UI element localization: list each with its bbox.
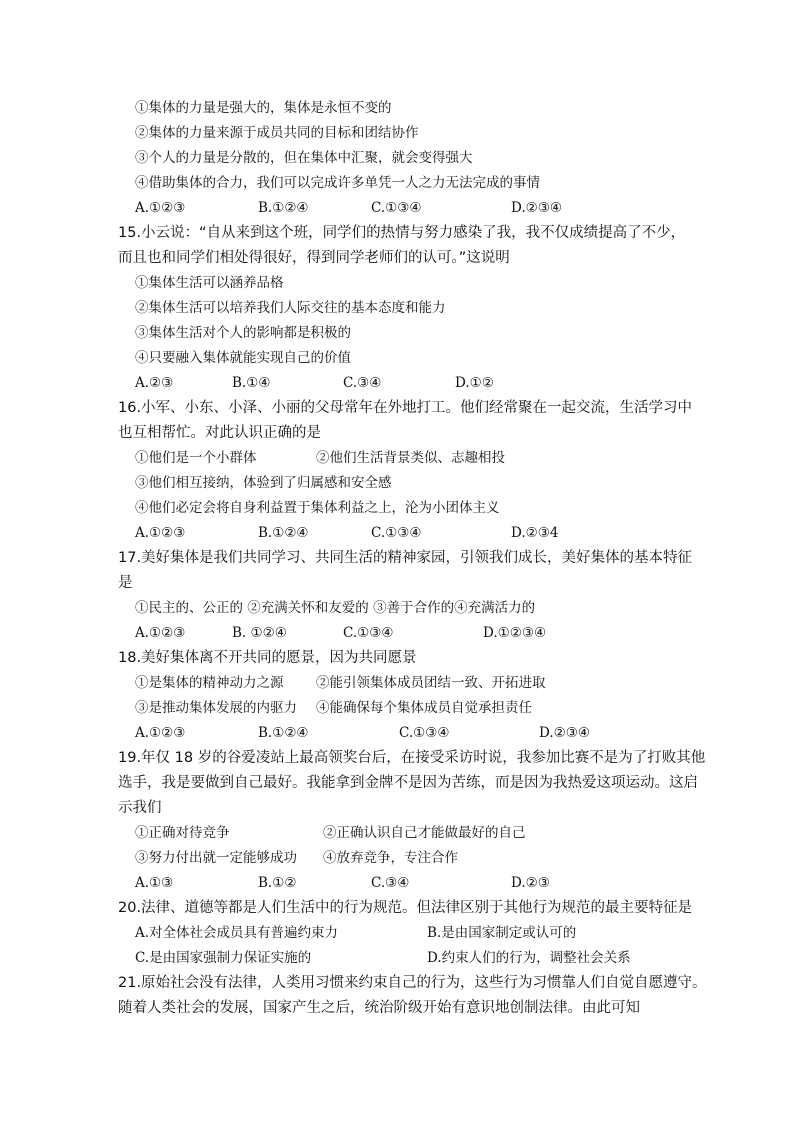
- q18-statement-1: ①是集体的精神动力之源: [135, 675, 284, 691]
- q15-option-c: C.③④: [343, 375, 382, 391]
- q16-option-a: A.①②③: [135, 525, 186, 541]
- q20-option-b: B.是由国家制定或认可的: [427, 925, 577, 941]
- q16-statement-1: ①他们是一个小群体: [135, 450, 257, 466]
- q20-option-a: A.对全体社会成员具有普遍约束力: [135, 925, 339, 941]
- q14-option-d: D.②③④: [511, 200, 562, 216]
- q18-statement-2: ②能引领集体成员团结一致、开拓进取: [316, 675, 546, 691]
- q16-statement-3: ③他们相互接纳，体验到了归属感和安全感: [135, 475, 392, 491]
- q21-stem-line-1: 21.原始社会没有法律，人类用习惯来约束自己的行为，这些行为习惯靠人们自觉自愿遵守。: [118, 975, 707, 991]
- q19-statement-2: ②正确认识自己才能做最好的自己: [323, 825, 526, 841]
- q18-option-c: C.①③④: [399, 725, 450, 741]
- q15-option-b: B.①④: [232, 375, 271, 391]
- q19-statement-4: ④放弃竞争，专注合作: [323, 850, 458, 866]
- q16-option-b: B.①②④: [258, 525, 309, 541]
- q17-option-a: A.①②③: [135, 625, 186, 641]
- q15-option-a: A.②③: [135, 375, 174, 391]
- q17-stem-line-1: 17.美好集体是我们共同学习、共同生活的精神家园，引领我们成长，美好集体的基本特征: [118, 550, 693, 566]
- q17-stem-line-2: 是: [118, 575, 133, 591]
- q19-stem-line-2: 选手，我是要做到自己最好。我能拿到金牌不是因为苦练，而是因为我热爱这项运动。这启: [118, 775, 698, 791]
- q20-option-d: D.约束人们的行为，调整社会关系: [427, 950, 631, 966]
- q14-statement-3: ③个人的力量是分散的，但在集体中汇聚，就会变得强大: [135, 150, 473, 166]
- q14-statement-4: ④借助集体的合力，我们可以完成许多单凭一人之力无法完成的事情: [135, 175, 540, 191]
- q16-stem-line-1: 16.小军、小东、小泽、小丽的父母常年在外地打工。他们经常聚在一起交流，生活学习中: [118, 400, 693, 416]
- q19-statement-1: ①正确对待竞争: [135, 825, 230, 841]
- q17-option-c: C.①③④: [343, 625, 394, 641]
- q15-stem-line-1: 15.小云说：“自从来到这个班，同学们的热情与努力感染了我，我不仅成绩提高了不少，: [118, 225, 686, 241]
- q14-option-c: C.①③④: [371, 200, 422, 216]
- q15-stem-line-2: 而且也和同学们相处得很好，得到同学老师们的认可。”这说明: [118, 250, 510, 266]
- q19-option-b: B.①②: [258, 875, 297, 891]
- q15-option-d: D.①②: [455, 375, 494, 391]
- q18-stem-line-1: 18.美好集体离不开共同的愿景，因为共同愿景: [118, 650, 417, 666]
- q18-option-d: D.②③④: [539, 725, 590, 741]
- q16-statement-2: ②他们生活背景类似、志趣相投: [316, 450, 505, 466]
- q17-option-d: D.①②③④: [483, 625, 547, 641]
- q19-option-c: C.③④: [371, 875, 410, 891]
- q19-option-a: A.①③: [135, 875, 174, 891]
- q15-statement-1: ①集体生活可以涵养品格: [135, 275, 284, 291]
- q19-stem-line-1: 19.年仅 18 岁的谷爱凌站上最高领奖台后，在接受采访时说，我参加比赛不是为了打败其他: [118, 750, 706, 766]
- q17-statements: ①民主的、公正的 ②充满关怀和友爱的 ③善于合作的④充满活力的: [135, 600, 536, 616]
- q14-option-b: B.①②④: [258, 200, 309, 216]
- q18-statement-3: ③是推动集体发展的内驱力: [135, 700, 297, 716]
- q15-statement-2: ②集体生活可以培养我们人际交往的基本态度和能力: [135, 300, 446, 316]
- q14-statement-2: ②集体的力量来源于成员共同的目标和团结协作: [135, 125, 419, 141]
- q16-statement-4: ④他们必定会将自身利益置于集体利益之上，沦为小团体主义: [135, 500, 500, 516]
- q17-option-b: B. ①②④: [232, 625, 287, 641]
- q15-statement-4: ④只要融入集体就能实现自己的价值: [135, 350, 351, 366]
- q20-stem-line-1: 20.法律、道德等都是人们生活中的行为规范。但法律区别于其他行为规范的最主要特征是: [118, 900, 693, 916]
- q21-stem-line-2: 随着人类社会的发展，国家产生之后，统治阶级开始有意识地创制法律。由此可知: [118, 1000, 640, 1016]
- q19-stem-line-3: 示我们: [118, 800, 162, 816]
- q19-statement-3: ③努力付出就一定能够成功: [135, 850, 297, 866]
- q18-statement-4: ④能确保每个集体成员自觉承担责任: [316, 700, 532, 716]
- q14-option-a: A.①②③: [135, 200, 186, 216]
- q20-option-c: C.是由国家强制力保证实施的: [135, 950, 312, 966]
- q16-stem-line-2: 也互相帮忙。对此认识正确的是: [118, 425, 321, 441]
- q16-option-d: D.②③4: [511, 525, 559, 541]
- q18-option-b: B.①②④: [258, 725, 309, 741]
- q16-option-c: C.①③④: [371, 525, 422, 541]
- q14-statement-1: ①集体的力量是强大的，集体是永恒不变的: [135, 100, 392, 116]
- q18-option-a: A.①②③: [135, 725, 186, 741]
- q15-statement-3: ③集体生活对个人的影响都是积极的: [135, 325, 351, 341]
- q19-option-d: D.②③: [511, 875, 550, 891]
